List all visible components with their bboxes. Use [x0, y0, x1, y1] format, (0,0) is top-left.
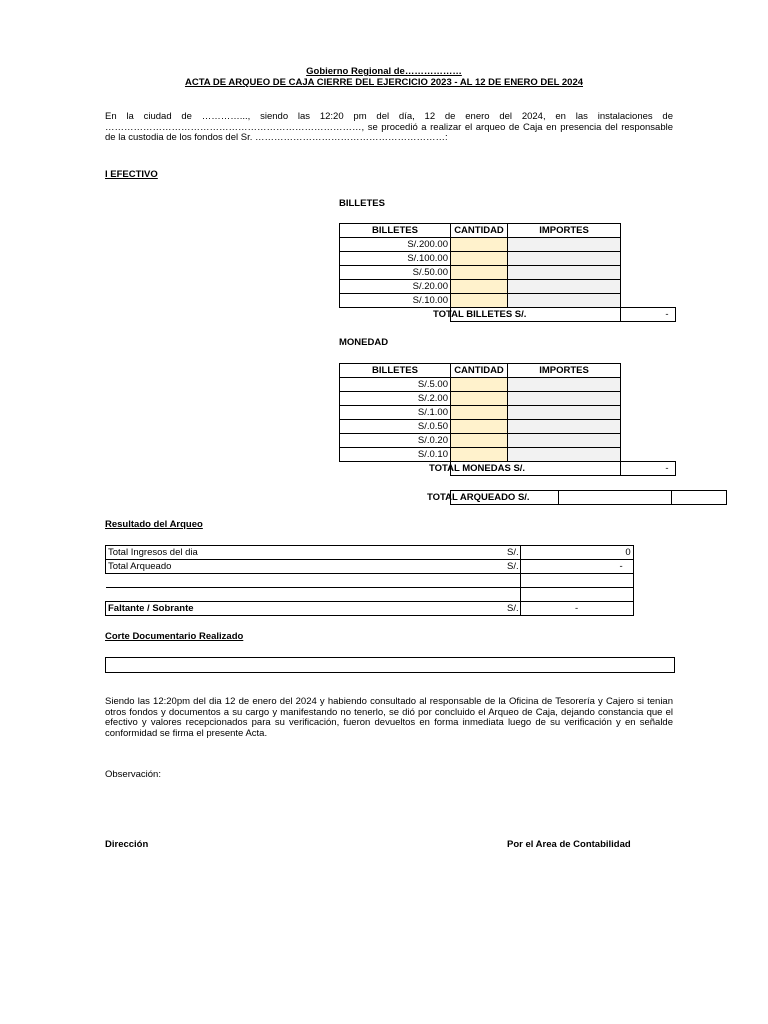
cantidad-input-cell[interactable] — [451, 266, 508, 280]
table-row — [340, 294, 676, 308]
signature-direccion: Dirección — [105, 839, 149, 850]
total-monedas-label: TOTAL MONEDAS S/. — [451, 462, 621, 476]
denomination-cell: S/.5.00 — [340, 378, 451, 392]
faltante-sobrante-label: Faltante / Sobrante — [106, 602, 508, 616]
table-row — [106, 588, 634, 602]
currency-cell: S/. — [507, 560, 519, 572]
billetes-heading: BILLETES — [339, 198, 385, 209]
table-row — [340, 280, 676, 294]
cantidad-input-cell[interactable] — [451, 406, 508, 420]
table-row — [340, 266, 676, 280]
billetes-col-header: BILLETES — [340, 364, 451, 378]
denomination-cell: S/.50.00 — [340, 266, 451, 280]
table-row — [340, 238, 676, 252]
corte-heading: Corte Documentario Realizado — [105, 631, 244, 642]
total-arqueado-value — [671, 491, 726, 505]
importe-cell — [508, 406, 621, 420]
cantidad-input-cell[interactable] — [451, 448, 508, 462]
denomination-cell: S/.1.00 — [340, 406, 451, 420]
closing-paragraph: Siendo las 12:20pm del dia 12 de enero del 2024 y habiendo consultado al responsable de la Oficina de Tesorería y Cajero si tenian otros fondos y documentos a su cargo y manifestando no tenerlo, se dió por concluido el Arqueo de Caja, dejando constancia que el efectivo y valores recepcionados para su verificación, fueron devueltos en forma inmediata luego de su verificación y en señalde conformidad se firma el presente Acta. — [105, 696, 673, 739]
signature-contabilidad: Por el Area de Contabilidad — [507, 839, 631, 850]
table-row — [340, 406, 676, 420]
cantidad-input-cell[interactable] — [451, 252, 508, 266]
importe-cell — [508, 434, 621, 448]
table-row — [340, 378, 676, 392]
importe-cell — [508, 280, 621, 294]
section-efectivo: I EFECTIVO — [105, 169, 158, 180]
table-row — [340, 392, 676, 406]
resultado-heading: Resultado del Arqueo — [105, 519, 203, 530]
denomination-cell: S/.100.00 — [340, 252, 451, 266]
importe-cell — [508, 378, 621, 392]
corte-input-box[interactable] — [105, 657, 675, 673]
cantidad-col-header: CANTIDAD — [451, 364, 508, 378]
importes-col-header: IMPORTES — [508, 224, 621, 238]
total-arqueado-row-label: Total Arqueado — [106, 560, 508, 574]
denomination-cell: S/.2.00 — [340, 392, 451, 406]
cantidad-input-cell[interactable] — [451, 392, 508, 406]
total-arqueado-row-value: - — [520, 560, 633, 574]
importe-cell — [508, 448, 621, 462]
denomination-cell: S/.200.00 — [340, 238, 451, 252]
billetes-table — [339, 223, 676, 322]
cantidad-input-cell[interactable] — [451, 420, 508, 434]
currency-cell: S/. — [507, 602, 519, 614]
cantidad-input-cell[interactable] — [451, 378, 508, 392]
resultado-table — [105, 545, 634, 616]
denomination-cell: S/.0.10 — [340, 448, 451, 462]
denomination-cell: S/.10.00 — [340, 294, 451, 308]
monedas-table — [339, 363, 676, 476]
billetes-col-header: BILLETES — [340, 224, 451, 238]
total-arqueado-label: TOTAL ARQUEADO S/. — [451, 491, 559, 505]
denomination-cell: S/.0.50 — [340, 420, 451, 434]
denomination-cell: S/.0.20 — [340, 434, 451, 448]
table-row — [340, 252, 676, 266]
cantidad-col-header: CANTIDAD — [451, 224, 508, 238]
total-ingresos-value: 0 — [520, 546, 633, 560]
importe-cell — [508, 252, 621, 266]
table-row — [340, 448, 676, 462]
importe-cell — [508, 420, 621, 434]
importe-cell — [508, 294, 621, 308]
table-row — [340, 434, 676, 448]
total-billetes-value: - — [621, 308, 676, 322]
total-ingresos-label: Total Ingresos del dia — [106, 546, 508, 560]
cantidad-input-cell[interactable] — [451, 280, 508, 294]
table-row — [106, 574, 634, 588]
importes-col-header: IMPORTES — [508, 364, 621, 378]
currency-cell: S/. — [507, 546, 519, 558]
total-billetes-label: TOTAL BILLETES S/. — [451, 308, 621, 322]
total-arqueado-table — [427, 490, 727, 505]
table-row — [106, 560, 634, 574]
cantidad-input-cell[interactable] — [451, 238, 508, 252]
importe-cell — [508, 266, 621, 280]
document-title: ACTA DE ARQUEO DE CAJA CIERRE DEL EJERCICIO 2023 - AL 12 DE ENERO DEL 2024 — [184, 77, 584, 88]
table-row — [106, 546, 634, 560]
monedas-heading: MONEDAD — [339, 337, 389, 348]
total-monedas-value: - — [621, 462, 676, 476]
faltante-sobrante-value: - — [520, 602, 633, 616]
importe-cell — [508, 392, 621, 406]
denomination-cell: S/.20.00 — [340, 280, 451, 294]
table-row — [106, 602, 634, 616]
intro-paragraph: En la ciudad de …………..., siendo las 12:20 pm del día, 12 de enero del 2024, en las instalaciones de ………………………………………………………………………, se procedió a realizar el arqueo de Caja en presencia del responsable de la custodia de los fondos del Sr. ……………………………………………………: — [105, 111, 673, 143]
cantidad-input-cell[interactable] — [451, 294, 508, 308]
table-row — [340, 420, 676, 434]
cantidad-input-cell[interactable] — [451, 434, 508, 448]
importe-cell — [508, 238, 621, 252]
region-title: Gobierno Regional de……………… — [306, 66, 462, 77]
observacion-label: Observación: — [105, 769, 161, 780]
